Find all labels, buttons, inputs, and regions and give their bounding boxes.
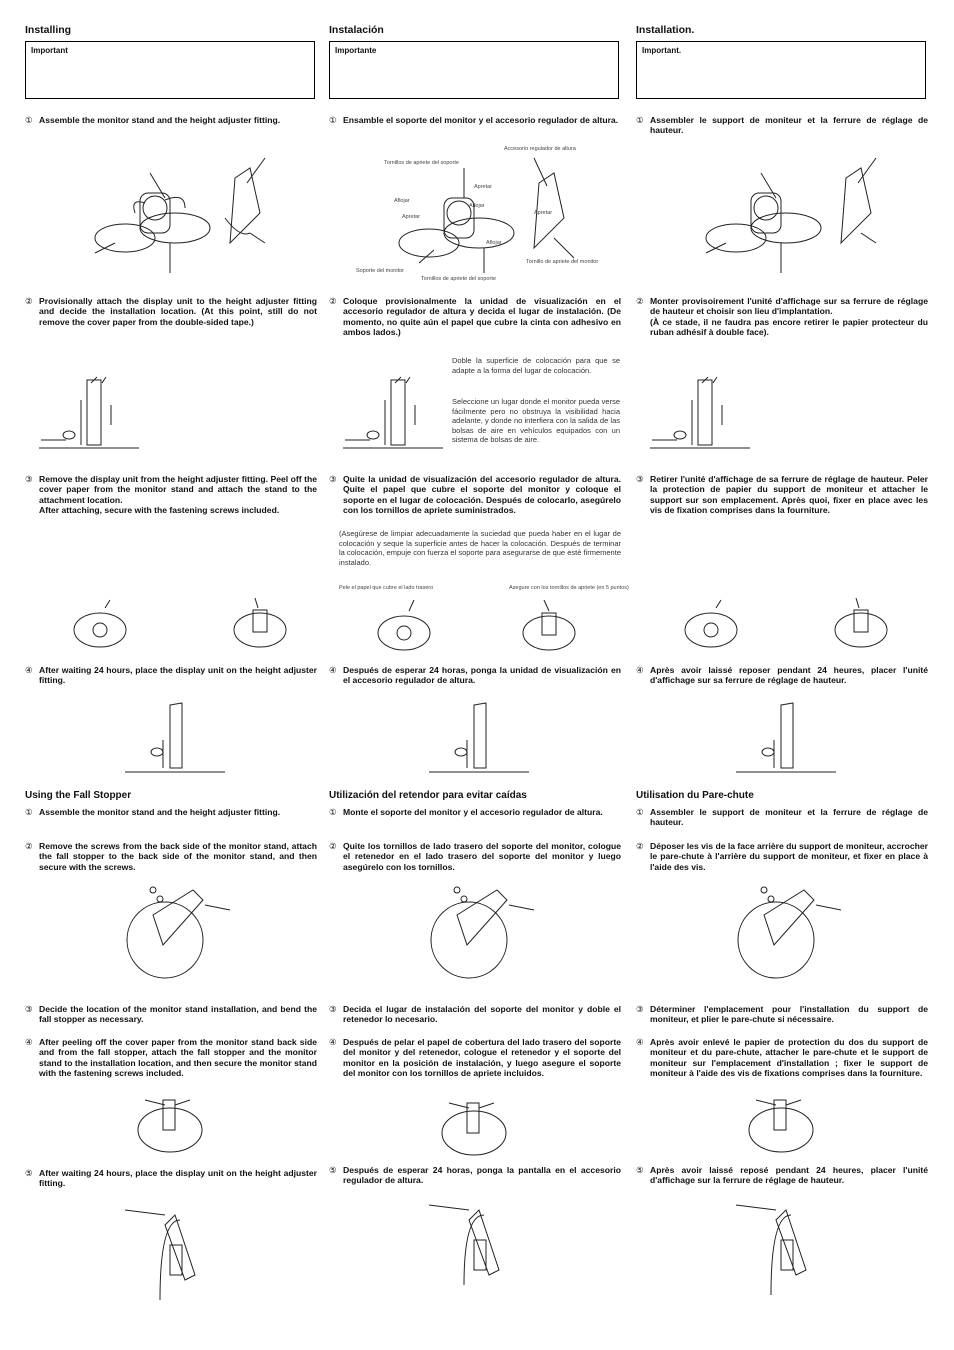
- label-aflojar-3: Aflojar: [486, 240, 502, 246]
- fall-install-figure: [746, 1095, 826, 1155]
- attach-stand-figure: [70, 600, 280, 655]
- fall-step-2: ② Remove the screws from the back side of the monitor stand, attach the fall stopper to the back side of the monitor stand, and then secure with the screws.: [25, 841, 317, 872]
- label-apretar-1: Apretar: [474, 184, 493, 190]
- fall-step-3: ③ Déterminer l'emplacement pour l'installation du support de moniteur, et plier le pare-chute si nécessaire.: [636, 1004, 928, 1025]
- fall-step-4: ④ After peeling off the cover paper from the monitor stand back side and from the fall stopper, attach the fall stopper and the monitor stand to the installation location, and then secure the monitor stand with the fastening screws included.: [25, 1037, 317, 1079]
- positioning-figure: [650, 375, 750, 455]
- column-french: [636, 0, 928, 1350]
- install-step-3: ③ Remove the display unit from the height adjuster fitting. Peel off the cover paper from the monitor stand and attach the stand to the attachment location. After attaching, secure with the fastening screws included.: [25, 474, 317, 516]
- column-spanish: [329, 0, 629, 1350]
- fall-step-1: ① Assembler le support de moniteur et la ferrure de réglage de hauteur.: [636, 807, 928, 828]
- fall-stopper-figure: [429, 885, 539, 985]
- label-aflojar-2: Aflojar: [469, 203, 485, 209]
- fall-stopper-figure: [125, 885, 235, 985]
- label-accesorio: Accesorio regulador de altura: [504, 146, 576, 152]
- important-box: [636, 41, 926, 99]
- install-step-2: ② Monter provisoirement l'unité d'affichage sur sa ferrure de réglage de hauteur et choisir son lieu d'implantation. (À ce stade, il ne faudra pas encore retirer le papier protecteur du ruban adhésif à double face).: [636, 296, 928, 338]
- fall-step-3: ③ Decida el lugar de instalación del soporte del monitor y doble el retenedor lo necesario.: [329, 1004, 621, 1025]
- install-step-4: ④ Après avoir laissé reposer pendant 24 heures, placer l'unité d'affichage sur sa ferrure de réglage de hauteur.: [636, 665, 928, 686]
- install-step-4: ④ After waiting 24 hours, place the display unit on the height adjuster fitting.: [25, 665, 317, 686]
- fall-stopper-title: Utilisation du Pare-chute: [636, 790, 754, 801]
- fall-install-figure: [439, 1098, 519, 1158]
- note-location: Seleccione un lugar donde el monitor pueda verse fácilmente pero no obstruya la visibilidad hacia adelante, y donde no interfiera con la salida de las bolsas de aire en vehículos equipados con un sistema de bolsas de aire.: [452, 397, 620, 445]
- positioning-figure: [39, 375, 139, 455]
- important-box: [329, 41, 619, 99]
- label-apretar-3: Apretar: [402, 214, 421, 220]
- column-english: [25, 0, 317, 1350]
- fall-step-1: ① Monte el soporte del monitor y el accesorio regulador de altura.: [329, 807, 603, 817]
- fall-step-4: ④ Después de pelar el papel de cobertura del lado trasero del soporte del monitor y del retenedor, cologue el retenedor y el soporte del monitor en la posición de instalación, y luego asegure el soporte del monitor con los tornillos de apriete incluidos.: [329, 1037, 621, 1079]
- install-step-3: ③ Retirer l'unité d'affichage de sa ferrure de réglage de hauteur. Peler la protection de papier du support de moniteur et attacher le support sur son emplacement. Après quoi, fixer en place avec les vis de fixation comprises dans la fourniture.: [636, 474, 928, 516]
- fall-stopper-title: Utilización del retendor para evitar caídas: [329, 790, 527, 801]
- install-step-1: ① Assembler le support de moniteur et la ferrure de réglage de hauteur.: [636, 115, 928, 136]
- final-tilt-figure: [736, 1195, 846, 1295]
- install-step-2: ② Provisionally attach the display unit to the height adjuster fitting and decide the installation location. (At this point, still do not remove the cover paper from the double-sided tape.): [25, 296, 317, 327]
- label-screws: Asegure con los tornillos de apriete (en 5 puntos): [509, 585, 629, 591]
- install-step-1: ① Assemble the monitor stand and the height adjuster fitting.: [25, 115, 281, 125]
- label-apretar-2: Apretar: [534, 210, 553, 216]
- section-title: Installation.: [636, 24, 695, 36]
- fall-step-5: ⑤ Después de esperar 24 horas, ponga la pantalla en el accesorio regulador de altura.: [329, 1165, 621, 1186]
- assembly-figure: [696, 148, 896, 273]
- fall-stopper-title: Using the Fall Stopper: [25, 790, 132, 801]
- install-step-3: ③ Quite la unidad de visualización del accesorio regulador de altura. Quite el papel que cubre el soporte del monitor y coloque el soporte en el lugar de colocación. Después de colocarlo, asegúrelo con los tornillos de apriete suministrados.: [329, 474, 621, 516]
- label-tornillos-top: Tornillos de apriete del soporte: [384, 160, 459, 166]
- fall-step-5: ⑤ After waiting 24 hours, place the display unit on the height adjuster fitting.: [25, 1168, 317, 1189]
- fall-stopper-figure: [736, 885, 846, 985]
- assembly-figure: [85, 148, 285, 273]
- final-mount-figure: [429, 700, 529, 775]
- positioning-figure: [343, 375, 443, 455]
- label-tornillo-monitor: Tornillo de apriete del monitor: [526, 259, 599, 265]
- attach-stand-figure: [374, 605, 584, 655]
- final-tilt-figure: [429, 1195, 539, 1285]
- important-label: Importante: [335, 46, 377, 55]
- attach-stand-figure: [681, 600, 891, 655]
- important-label: Important: [31, 46, 68, 55]
- final-tilt-figure: [125, 1200, 235, 1300]
- important-box: [25, 41, 315, 99]
- fall-step-5: ⑤ Après avoir laissé reposé pendant 24 heures, placer l'unité d'affichage sur la ferrure de réglage de hauteur.: [636, 1165, 928, 1186]
- fall-step-1: ① Assemble the monitor stand and the height adjuster fitting.: [25, 807, 281, 817]
- final-mount-figure: [736, 700, 836, 775]
- fall-step-2: ② Quite los tornillos de lado trasero del soporte del monitor, cologue el retenedor en el lado trasero del soporte del monitor y luego asegúrelo con los tornillos.: [329, 841, 621, 872]
- label-tornillos-bottom: Tornillos de apriete del soporte: [421, 276, 496, 282]
- fall-step-3: ③ Decide the location of the monitor stand installation, and bend the fall stopper as necessary.: [25, 1004, 317, 1025]
- section-title: Instalación: [329, 24, 384, 36]
- note-clean: (Asegúrese de limpiar adecuadamente la suciedad que pueda haber en el lugar de colocación y seque la superficie antes de hacer la colocación. Después de terminar la colocación, empuje con fuerza el soporte para asegurarse de que esté firmemente instalado.: [339, 529, 621, 567]
- label-aflojar-1: Aflojar: [394, 198, 410, 204]
- fall-step-2: ② Déposer les vis de la face arrière du support de moniteur, accrocher le pare-chute à l'arrière du support de moniteur, et fixer en place à l'aide des vis.: [636, 841, 928, 872]
- important-label: Important.: [642, 46, 682, 55]
- fall-step-4: ④ Après avoir enlevé le papier de protection du dos du support de moniteur et du pare-chute, attacher le pare-chute et le support de moniteur sur l'emplacement d'installation ; fixer le support de moniteur à l'aide des vis de fixations comprises dans la fourniture.: [636, 1037, 928, 1079]
- install-step-2: ② Coloque provisionalmente la unidad de visualización en el accesorio regulador de altura y decida el lugar de instalación. (De momento, no quite aún el papel que cubre la cinta con adhesivo en ambos lados.): [329, 296, 621, 338]
- final-mount-figure: [125, 700, 225, 775]
- section-title: Installing: [25, 24, 72, 36]
- label-peel: Pele el papel que cubre el lado trasero: [339, 585, 434, 591]
- install-step-4: ④ Después de esperar 24 horas, ponga la unidad de visualización en el accesorio regulador de altura.: [329, 665, 621, 686]
- label-soporte: Soporte del monitor: [356, 268, 404, 274]
- fall-install-figure: [135, 1095, 215, 1155]
- note-bend-surface: Doble la superficie de colocación para que se adapte a la forma del lugar de colocación.: [452, 356, 620, 375]
- install-step-1: ① Ensamble el soporte del monitor y el accesorio regulador de altura.: [329, 115, 619, 125]
